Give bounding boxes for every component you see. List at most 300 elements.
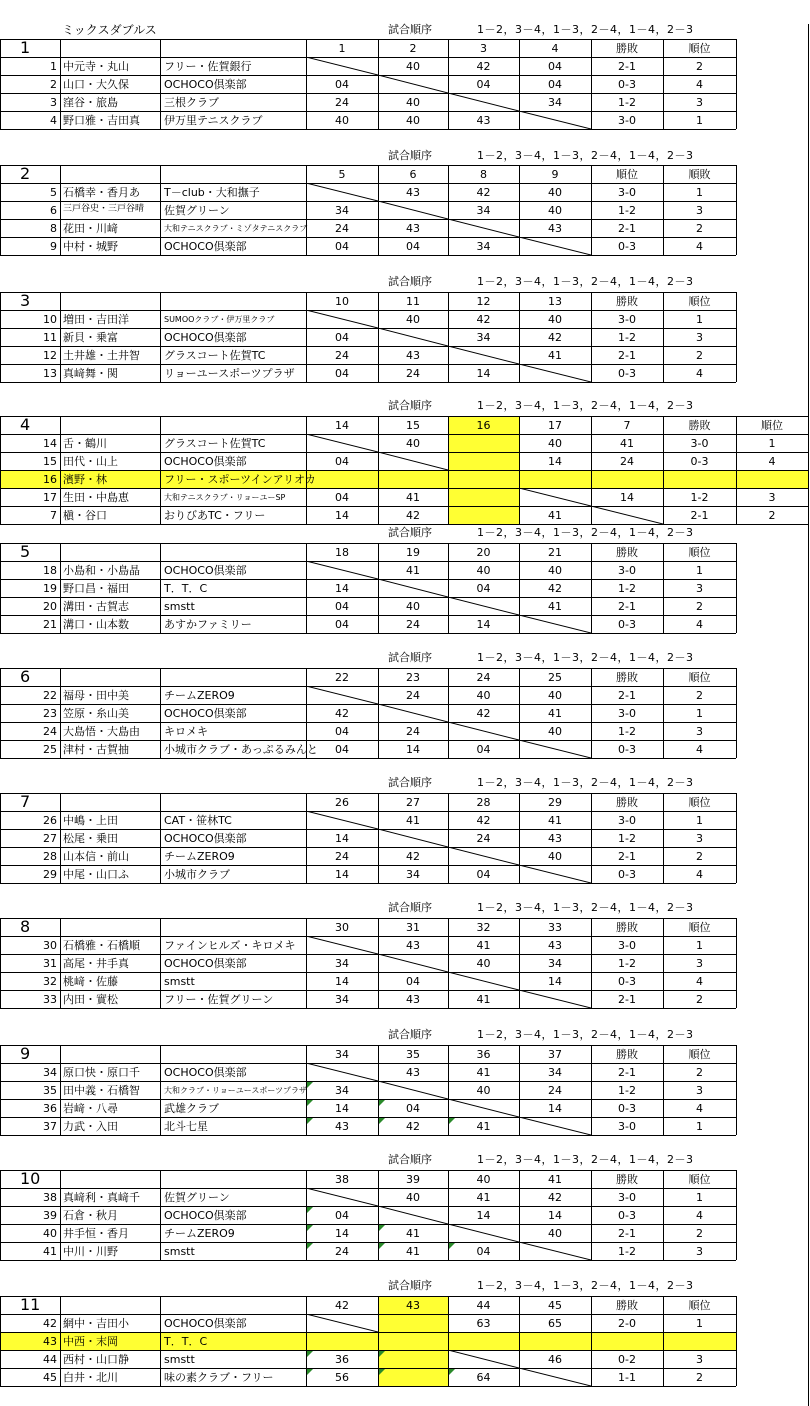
score-value: 24 [620,455,634,468]
note-marker-icon [449,1369,455,1375]
grid-line [0,847,736,848]
score-value: 14 [335,832,349,845]
score-value: 65 [548,1317,562,1330]
column-header: 28 [476,796,491,809]
self-match-diagonal [519,615,591,633]
grid-line [0,972,736,973]
rank-value: 4 [696,743,703,756]
grid-line [736,1296,737,1386]
score-value: 43 [548,832,562,845]
score-value: 42 [476,186,491,199]
pair-name: 槇・谷口 [63,509,107,522]
score-value: 41 [406,1245,420,1258]
pair-name: 桃﨑・佐藤 [63,975,118,988]
self-match-diagonal [306,183,378,201]
score-value: 36 [335,1353,349,1366]
win-loss: 2-1 [618,850,636,863]
score-value: 24 [406,689,420,702]
grid-line [0,1135,736,1136]
match-order-label: 試合順序 [388,651,432,664]
group-number: 1 [20,38,31,57]
column-header: 勝敗 [616,796,638,809]
grid-line [736,1045,737,1135]
self-match-diagonal [448,219,519,237]
grid-line [0,364,736,365]
group-number: 6 [20,667,31,686]
grid-line [60,668,61,758]
grid-line [663,416,664,524]
club-name: 佐賀グリーン [164,1191,230,1204]
grid-line [736,39,737,129]
pair-name: 田中義・石橋智 [63,1084,140,1097]
rank-value: 4 [696,1102,703,1115]
match-order-text: 1－2，3－4，1－3，2－4，1－4，2－3 [477,1279,694,1292]
column-header: 順位 [761,419,783,432]
player-number: 34 [43,1066,57,1079]
grid-line [0,346,736,347]
score-value: 63 [476,1317,491,1330]
grid-line [306,416,307,524]
club-name: OCHOCO倶楽部 [164,957,247,970]
win-loss: 3-0 [618,707,636,720]
column-header: 35 [406,1048,420,1061]
club-name: 三根クラブ [164,96,219,109]
club-name: CAT・笹林TC [164,814,232,827]
note-marker-icon [379,1118,385,1124]
score-value: 14 [548,1102,562,1115]
pair-name: 中西・末岡 [63,1335,118,1348]
win-loss: 1-2 [618,725,636,738]
grid-line [591,416,592,524]
rank-value: 1 [696,1191,703,1204]
club-name: あすかファミリー [164,618,252,631]
pair-name: 花田・川﨑 [63,222,118,235]
grid-line [0,561,736,562]
column-header: 7 [623,419,631,432]
sheet-title: ミックスダブルス [62,23,157,37]
match-order-text: 1－2，3－4，1－3，2－4，1－4，2－3 [477,901,694,914]
score-value: 04 [335,331,349,344]
match-order-text: 1－2，3－4，1－3，2－4，1－4，2－3 [477,275,694,288]
grid-line [519,416,520,524]
grid-line [0,506,808,507]
score-value: 42 [406,509,420,522]
player-number: 9 [50,240,57,253]
score-value: 14 [335,1102,349,1115]
grid-line [736,1170,737,1260]
note-marker-icon [379,1243,385,1249]
self-match-diagonal [306,811,378,829]
grid-line [60,543,61,633]
pair-name: 新貝・乗富 [63,331,118,344]
player-number: 5 [50,186,57,199]
column-header: 21 [548,546,562,559]
match-order-text: 1－2，3－4，1－3，2－4，1－4，2－3 [477,776,694,789]
grid-line [0,183,736,184]
grid-line [0,201,736,202]
grid-line [60,39,61,129]
score-value: 64 [476,1371,491,1384]
win-loss: 0-3 [618,868,636,881]
score-value: 24 [548,1084,562,1097]
rank-value: 3 [696,1084,703,1097]
rank-value: 1 [696,186,703,199]
win-loss: 0-3 [618,367,636,380]
grid-line [0,1386,736,1387]
score-value: 34 [548,1066,562,1079]
grid-line [736,416,737,524]
player-number: 31 [43,957,57,970]
player-number: 19 [43,582,57,595]
score-value: 41 [406,491,420,504]
grid-line [0,39,736,40]
grid-line [0,704,736,705]
pair-name: 濱野・林 [63,473,107,486]
pair-name: 中嶋・上田 [63,814,118,827]
grid-line [0,1242,736,1243]
grid-line [0,1332,736,1333]
score-value: 43 [406,349,420,362]
self-match-diagonal [448,722,519,740]
score-value: 40 [406,437,420,450]
column-header: 順位 [688,1048,711,1061]
column-header: 40 [476,1173,491,1186]
rank-value: 4 [696,367,703,380]
score-value: 56 [335,1371,349,1384]
player-number: 33 [43,993,57,1006]
column-header: 25 [548,671,562,684]
score-value: 04 [335,725,349,738]
self-match-diagonal [448,93,519,111]
score-value: 14 [335,582,349,595]
score-value: 40 [476,957,491,970]
rank-value: 3 [696,725,703,738]
pair-name: 網中・吉田小 [63,1317,129,1330]
column-header: 44 [476,1299,491,1312]
pair-name: 小島和・小島晶 [63,564,140,577]
player-number: 17 [43,491,57,504]
self-match-diagonal [519,111,591,129]
win-loss: 3-0 [618,186,636,199]
club-name: smstt [164,975,195,988]
self-match-diagonal [378,328,448,346]
rank-value: 4 [696,618,703,631]
rank-value: 2 [696,1371,703,1384]
column-header: 順位 [688,42,711,55]
pair-name: 増田・吉田洋 [63,313,129,326]
win-loss: 3-0 [618,564,636,577]
club-name: OCHOCO倶楽部 [164,78,247,91]
grid-line [160,165,161,255]
self-match-diagonal [448,847,519,865]
column-header: 30 [335,921,349,934]
column-header: 27 [406,796,420,809]
match-order-label: 試合順序 [388,1028,432,1041]
score-value: 43 [335,1120,349,1133]
club-name: T－club・大和撫子 [164,186,260,199]
score-value: 34 [335,957,349,970]
grid-line [0,918,736,919]
grid-line [0,470,808,471]
rank-value: 3 [696,832,703,845]
player-number: 38 [43,1191,57,1204]
score-value: 04 [548,78,562,91]
grid-line [60,416,61,524]
score-value: 14 [476,618,491,631]
score-value: 43 [476,114,491,127]
grid-line [0,633,736,634]
score-value: 34 [548,957,562,970]
self-match-diagonal [448,346,519,364]
grid-line [0,1099,736,1100]
score-value: 43 [406,993,420,1006]
score-value: 24 [335,850,349,863]
score-value: 24 [406,618,420,631]
club-name: リョーユースポーツプラザ [164,367,295,380]
score-value: 41 [548,707,562,720]
column-header: 8 [480,168,487,181]
pair-name: 津村・古賀抽 [63,743,129,756]
note-marker-icon [379,1369,385,1375]
self-match-diagonal [448,972,519,990]
pair-name: 岩﨑・八尋 [63,1102,118,1115]
player-number: 11 [43,331,57,344]
score-value: 40 [548,564,562,577]
score-value: 42 [335,707,349,720]
club-name: 小城市クラブ・あっぷるみんと [164,743,318,756]
score-value: 41 [476,1120,491,1133]
column-header: 13 [548,295,562,308]
rank-value: 4 [696,1209,703,1222]
score-value: 34 [335,993,349,1006]
win-loss: 3-0 [618,939,636,952]
match-order-text: 1－2，3－4，1－3，2－4，1－4，2－3 [477,651,694,664]
grid-line [160,668,161,758]
grid-line [0,57,736,58]
score-value: 24 [335,96,349,109]
note-marker-icon [379,1351,385,1357]
self-match-diagonal [591,506,663,524]
column-header: 順位 [688,295,711,308]
score-value: 41 [406,814,420,827]
club-name: OCHOCO倶楽部 [164,1209,247,1222]
column-header: 順位 [688,796,711,809]
grid-line [0,1170,736,1171]
grid-line [0,1296,736,1297]
self-match-diagonal [378,452,448,470]
rank-value: 1 [696,707,703,720]
grid-line [0,936,736,937]
column-header: 勝敗 [616,42,638,55]
pair-name: 溝口・山本数 [63,618,129,631]
group-number: 10 [20,1169,41,1188]
rank-value: 1 [696,939,703,952]
score-value: 41 [548,349,562,362]
player-number: 26 [43,814,57,827]
self-match-diagonal [519,364,591,382]
self-match-diagonal [306,561,378,579]
club-name: 大和クラブ・リョーユースポーツプラザ [164,1086,308,1095]
pair-name: 井手恒・香月 [63,1227,129,1240]
column-header: 順位 [616,168,638,181]
club-name: おりびあTC・フリー [164,509,266,522]
self-match-diagonal [378,1206,448,1224]
note-marker-icon [449,1243,455,1249]
rank-value: 3 [768,491,776,504]
score-value: 04 [335,491,349,504]
note-marker-icon [379,1100,385,1106]
score-value: 43 [548,222,562,235]
grid-line [0,954,736,955]
score-value: 41 [548,509,562,522]
player-number: 2 [50,78,57,91]
grid-line [736,668,737,758]
score-value: 40 [406,313,420,326]
win-loss: 3-0 [618,1191,636,1204]
column-header: 38 [335,1173,349,1186]
pair-name: 白井・北川 [63,1371,118,1384]
score-value: 14 [476,367,491,380]
grid-line [0,328,736,329]
column-header: 32 [476,921,491,934]
self-match-diagonal [519,865,591,883]
score-value: 04 [476,868,491,881]
win-loss: 3-0 [618,814,636,827]
grid-line [0,165,736,166]
self-match-diagonal [519,990,591,1008]
column-header: 45 [548,1299,562,1312]
score-value: 04 [476,582,491,595]
score-value: 24 [335,1245,349,1258]
player-number: 44 [43,1353,57,1366]
match-order-label: 試合順序 [388,776,432,789]
grid-line [0,310,736,311]
player-number: 14 [43,437,57,450]
grid-line [0,524,808,525]
column-header: 勝敗 [616,671,638,684]
score-value: 24 [406,367,420,380]
pair-name: 溝田・古賀志 [63,600,129,613]
column-header: 11 [406,295,420,308]
club-name: 伊万里テニスクラブ [164,114,263,127]
self-match-diagonal [448,1350,519,1368]
score-value: 14 [335,509,349,522]
grid-line [0,1368,736,1369]
player-number: 35 [43,1084,57,1097]
column-header: 順位 [688,1299,711,1312]
pair-name: 大島悟・大島由 [63,725,140,738]
score-value: 04 [476,78,491,91]
club-name: フリー・佐賀グリーン [164,993,274,1006]
score-value: 40 [406,600,420,613]
club-name: 武雄クラブ [164,1102,219,1115]
score-value: 34 [335,204,349,217]
match-order-text: 1－2，3－4，1－3，2－4，1－4，2－3 [477,149,694,162]
pair-name: 西村・山口静 [63,1353,129,1366]
score-value: 41 [476,939,491,952]
score-value: 34 [476,240,491,253]
score-value: 40 [548,204,562,217]
club-name: フリー・佐賀銀行 [164,60,252,73]
win-loss: 2-1 [618,993,636,1006]
club-name: T．T．C [164,582,208,595]
score-value: 04 [335,455,349,468]
win-loss: 0-3 [618,618,636,631]
player-number: 42 [43,1317,57,1330]
rank-value: 1 [696,1317,703,1330]
rank-value: 3 [696,96,703,109]
win-loss: 0-3 [618,1209,636,1222]
score-value: 42 [476,60,491,73]
player-number: 45 [43,1371,57,1384]
column-header: 29 [548,796,562,809]
score-value: 40 [406,60,420,73]
match-order-label: 試合順序 [388,526,432,539]
self-match-diagonal [306,57,378,75]
column-header: 18 [335,546,349,559]
grid-line [160,1045,161,1135]
club-name: 大和テニスクラブ・ミゾタテニスクラブ [164,224,308,233]
grid-line [0,865,736,866]
win-loss: 2-1 [690,509,709,522]
player-number: 1 [50,60,57,73]
self-match-diagonal [519,1242,591,1260]
club-name: チームZERO9 [164,1227,235,1240]
club-name: 北斗七星 [164,1120,208,1133]
grid-line [0,1117,736,1118]
self-match-diagonal [378,704,448,722]
win-loss: 2-1 [618,1227,636,1240]
score-value: 34 [335,1084,349,1097]
grid-line [0,1350,736,1351]
player-number: 15 [43,455,57,468]
note-marker-icon [307,1118,313,1124]
pair-name: 窪谷・旅島 [63,96,118,109]
grid-line [0,434,808,435]
self-match-diagonal [306,1188,378,1206]
score-value: 40 [548,186,562,199]
pair-name: 生田・中島恵 [63,491,129,504]
rank-value: 4 [696,975,703,988]
grid-line [0,1224,736,1225]
grid-line [0,75,736,76]
player-number: 13 [43,367,57,380]
self-match-diagonal [519,1368,591,1386]
player-number: 7 [50,509,57,522]
column-header: 17 [548,419,562,432]
grid-line [448,416,449,524]
pair-name: 土井雄・土井智 [63,349,140,362]
column-header: 6 [409,168,417,181]
self-match-diagonal [519,237,591,255]
group-number: 5 [20,542,31,561]
note-marker-icon [307,1225,313,1231]
pair-name: 野口雅・吉田真 [63,114,140,127]
win-loss: 2-1 [618,689,636,702]
rank-value: 2 [696,1227,703,1240]
win-loss: 1-2 [618,1084,636,1097]
player-number: 12 [43,349,57,362]
column-header: 31 [406,921,420,934]
score-value: 41 [548,600,562,613]
column-header: 12 [476,295,491,308]
pair-name: 山本信・前山 [63,850,129,863]
column-header: 10 [335,295,349,308]
player-number: 8 [50,222,57,235]
club-name: キロメキ [164,725,208,738]
grid-line [160,1170,161,1260]
score-value: 14 [335,868,349,881]
